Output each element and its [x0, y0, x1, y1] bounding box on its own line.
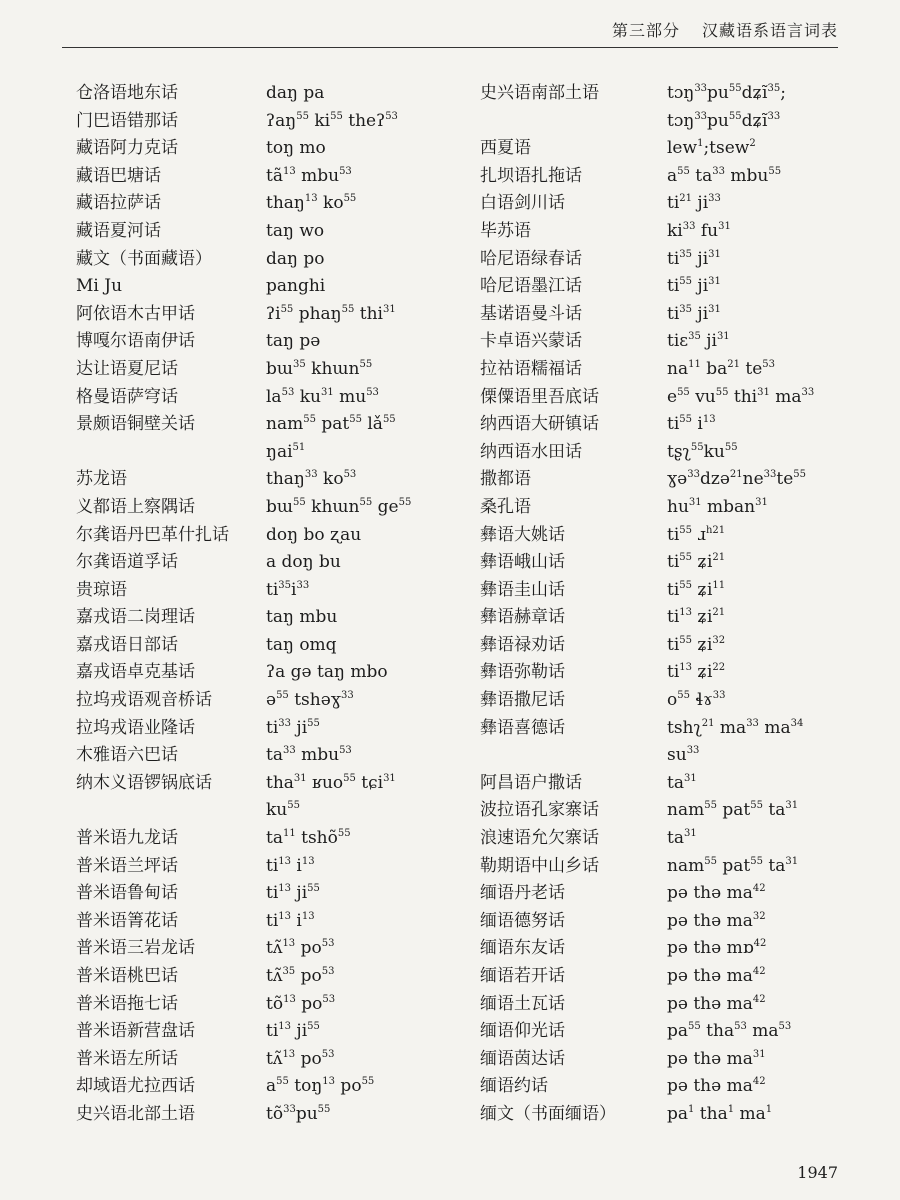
language-name: 拉坞戎语观音桥话: [76, 690, 212, 711]
entry-row: [480, 328, 860, 356]
language-name: 阿依语木古甲话: [76, 303, 195, 324]
language-name: 普米语鲁甸话: [76, 883, 178, 904]
entry-row: [480, 466, 860, 494]
header-title: 汉藏语系语言词表: [701, 21, 838, 40]
word-form: tʌ̃$^{35}$ $po^{53}$: [266, 966, 335, 986]
entry-row: [480, 687, 860, 715]
word-form: daŋ po: [266, 248, 325, 269]
word-form: $ta^{33}$ mbu$^{53}$: [266, 745, 352, 766]
word-form: $ta^{31}$: [667, 828, 697, 849]
word-form: $ta^{11}$ tshõ$^{55}$: [266, 828, 351, 849]
entry-row: [480, 991, 860, 1019]
language-name: 达让语夏尼话: [76, 358, 178, 379]
language-name: 西夏语: [480, 138, 531, 159]
entry-row: [76, 466, 456, 494]
language-name: 普米语九龙话: [76, 828, 178, 849]
entry-row: [480, 935, 860, 963]
entry-row: [480, 715, 860, 743]
entry-row: [76, 770, 456, 798]
entry-row: [480, 273, 860, 301]
language-name: 彝语赫章话: [480, 607, 565, 628]
entry-row: [76, 80, 456, 108]
language-name: 缅语德努话: [480, 910, 565, 931]
word-form: $tɔŋ^{33}pu^{55}dʑĩ^{35}$;: [667, 83, 786, 103]
entry-row: [480, 1073, 860, 1101]
language-name: 彝语喜德话: [480, 717, 565, 738]
word-form: thaŋ$^{13}$ $ko^{55}$: [266, 193, 357, 214]
entry-row: [76, 991, 456, 1019]
word-form: lew$^1$;tsew$^2$: [667, 138, 756, 159]
entry-row: [480, 853, 860, 881]
language-name: 普米语新营盘话: [76, 1021, 195, 1042]
entry-row: [76, 163, 456, 191]
entry-row: [480, 770, 860, 798]
entry-row: [76, 1101, 456, 1129]
language-name: 浪速语允欠寨话: [480, 828, 599, 849]
word-form: ʔa gə taŋ mbo: [266, 662, 388, 683]
language-name: 阿昌语户撒话: [480, 772, 582, 793]
language-name: 波拉语孔家寨话: [480, 800, 599, 821]
language-name: 普米语桃巴话: [76, 966, 178, 986]
language-name: 缅语约话: [480, 1076, 548, 1097]
language-name: 缅语茵达话: [480, 1048, 565, 1069]
language-name: 苏龙语: [76, 469, 127, 490]
entry-row: [480, 439, 860, 467]
entry-row: [76, 825, 456, 853]
language-name: 傈僳语里吾底话: [480, 386, 599, 407]
word-form: tha$^{31}$ ʁuo$^{55}$ tɕi$^{31}$: [266, 772, 396, 793]
word-form: a doŋ bu: [266, 552, 341, 573]
word-form: taŋ wo: [266, 220, 325, 241]
entry-row: [480, 356, 860, 384]
word-form: $a^{55}$ $ta^{33}$ mbu$^{55}$: [667, 165, 782, 186]
language-name: 撒都语: [480, 469, 531, 490]
word-form: $su^{33}$: [667, 745, 700, 766]
language-name: 缅语东友话: [480, 938, 565, 959]
language-name: 勒期语中山乡话: [480, 855, 599, 876]
word-form: tiɛ$^{35}$ $ji^{31}$: [667, 331, 730, 352]
language-name: 藏语夏河话: [76, 220, 161, 241]
word-form: $ti^{55}$ ʑi$^{21}$: [667, 552, 726, 573]
word-form: $ki^{33}$ $fu^{31}$: [667, 220, 731, 241]
entry-row: [480, 246, 860, 274]
word-form: pə thə $ma^{42}$: [667, 883, 766, 904]
word-form: pə thə $ma^{42}$: [667, 1076, 766, 1097]
entry-row: [480, 163, 860, 191]
word-form: $pa^{55}$ tha$^{53}$ $ma^{53}$: [667, 1021, 792, 1042]
language-name: 普米语箐花话: [76, 910, 178, 931]
entry-row: [76, 908, 456, 936]
word-form: daŋ pa: [266, 83, 325, 103]
word-form: $tõ^{13}$ $po^{53}$: [266, 993, 336, 1014]
language-name: 毕苏语: [480, 220, 531, 241]
word-form: nam$^{55}$ pat$^{55}$ $lǎ^{55}$: [266, 414, 396, 435]
language-name: 史兴语北部土语: [76, 1103, 195, 1124]
entry-row: [480, 135, 860, 163]
word-form: $a^{55}$ toŋ$^{13}$ $po^{55}$: [266, 1076, 375, 1097]
entry-row: [480, 108, 860, 136]
word-form: taŋ omq: [266, 634, 337, 655]
entry-row: [76, 963, 456, 991]
entry-row: [480, 522, 860, 550]
entry-row: [76, 1018, 456, 1046]
word-form: pə thə mɒ$^{42}$: [667, 938, 767, 959]
entry-row: [76, 659, 456, 687]
entry-row: [480, 384, 860, 412]
language-name: 缅语土瓦话: [480, 993, 565, 1014]
language-name: 嘉戎语日部话: [76, 634, 178, 655]
word-form: $ta^{31}$: [667, 772, 697, 793]
entry-row: [76, 577, 456, 605]
language-name: 藏语巴塘话: [76, 165, 161, 186]
word-form: taŋ mbu: [266, 607, 338, 628]
language-name: 普米语拖七话: [76, 993, 178, 1014]
entry-row: [76, 1073, 456, 1101]
entry-row: [480, 549, 860, 577]
word-form: $ti^{35}i^{33}$: [266, 579, 310, 600]
language-name: 缅语若开话: [480, 966, 565, 986]
language-name: 基诺语曼斗话: [480, 303, 582, 324]
word-form: $ti^{35}$ $ji^{31}$: [667, 248, 721, 269]
entry-row: [76, 604, 456, 632]
word-form: ŋai$^{51}$: [266, 441, 306, 462]
word-form: pə thə $ma^{31}$: [667, 1048, 766, 1069]
entry-row: [480, 908, 860, 936]
word-form: $ti^{13}$ ʑi$^{21}$: [667, 607, 726, 628]
entry-row: [480, 218, 860, 246]
entry-row: [76, 190, 456, 218]
word-form: $ti^{55}$ $i^{13}$: [667, 414, 716, 435]
entry-row: [76, 797, 456, 825]
word-form: $ti^{13}$ ʑi$^{22}$: [667, 662, 726, 683]
language-name: 贵琼语: [76, 579, 127, 600]
language-name: 扎坝语扎拖话: [480, 165, 582, 186]
word-form: $ku^{55}$: [266, 800, 300, 821]
entry-row: [480, 880, 860, 908]
language-name: 博嘎尔语南伊话: [76, 331, 195, 352]
entry-row: [76, 218, 456, 246]
entry-row: [480, 632, 860, 660]
word-form: $la^{53}$ $ku^{31}$ $mu^{53}$: [266, 386, 379, 407]
word-form: ə$^{55}$ tshəɣ$^{33}$: [266, 690, 354, 711]
entry-row: [76, 301, 456, 329]
language-name: 藏语阿力克话: [76, 138, 178, 159]
language-name: 嘉戎语二岗理话: [76, 607, 195, 628]
language-name: 景颇语铜壁关话: [76, 414, 195, 435]
language-name: 纳西语大研镇话: [480, 414, 599, 435]
word-form: ʔaŋ$^{55}$ $ki^{55}$ theʔ$^{53}$: [266, 110, 398, 131]
entry-row: [76, 715, 456, 743]
language-name: 却域语尤拉西话: [76, 1076, 195, 1097]
word-form: bɯ$^{35}$ khɯn$^{55}$: [266, 358, 373, 379]
entry-row: [480, 797, 860, 825]
language-name: 普米语三岩龙话: [76, 938, 195, 959]
language-name: 哈尼语绿春话: [480, 248, 582, 269]
word-form: bɯ$^{55}$ khɯn$^{55}$ $ge^{55}$: [266, 496, 412, 517]
entry-row: [480, 494, 860, 522]
word-form: tʌ̃$^{13}$ $po^{53}$: [266, 1048, 335, 1069]
header-rule: [62, 47, 838, 48]
entry-row: [76, 880, 456, 908]
language-name: 缅文（书面缅语）: [480, 1103, 616, 1124]
language-name: 义都语上察隅话: [76, 496, 195, 517]
word-form: $o^{55}$ ɬɤ$^{33}$: [667, 690, 726, 711]
entry-row: [76, 328, 456, 356]
language-name: 缅语丹老话: [480, 883, 565, 904]
entry-row: [76, 135, 456, 163]
page-number: 1947: [797, 1163, 838, 1182]
language-name: Mi Ju: [76, 276, 123, 297]
language-name: 拉坞戎语业隆话: [76, 717, 195, 738]
word-form: tʌ̃$^{13}$ $po^{53}$: [266, 938, 335, 959]
word-form: $tɔŋ^{33}pu^{55}dʑĩ^{33}$: [667, 110, 781, 131]
word-form: $ɣə^{33}dzə^{21}ne^{33}te^{55}$: [667, 469, 807, 490]
language-name: 彝语撒尼话: [480, 690, 565, 711]
entry-row: [480, 190, 860, 218]
language-name: 缅语仰光话: [480, 1021, 565, 1042]
language-name: 普米语左所话: [76, 1048, 178, 1069]
right-column: [480, 80, 860, 1129]
word-form: doŋ bo ʐau: [266, 524, 362, 545]
entry-row: [76, 356, 456, 384]
entry-row: [76, 742, 456, 770]
language-name: 藏文（书面藏语）: [76, 248, 212, 269]
word-form: $hu^{31}$ mban$^{31}$: [667, 496, 768, 517]
entry-row: [76, 384, 456, 412]
left-column: [76, 80, 456, 1129]
language-name: 彝语大姚话: [480, 524, 565, 545]
word-form: $na^{11}$ $ba^{21}$ $te^{53}$: [667, 358, 776, 379]
section-label: 第三部分: [611, 21, 680, 40]
entry-row: [480, 825, 860, 853]
entry-row: [480, 604, 860, 632]
word-form: $ti^{55}$ $ji^{31}$: [667, 276, 721, 297]
language-name: 彝语圭山话: [480, 579, 565, 600]
language-name: 木雅语六巴话: [76, 745, 178, 766]
language-name: 桑孔语: [480, 496, 531, 517]
entry-row: [76, 522, 456, 550]
language-name: 拉祜语糯福话: [480, 358, 582, 379]
entry-row: [480, 963, 860, 991]
language-name: 尔龚语道孚话: [76, 552, 178, 573]
word-form: nam$^{55}$ pat$^{55}$ $ta^{31}$: [667, 800, 799, 821]
word-form: $ti^{13}$ $ji^{55}$: [266, 883, 320, 904]
entry-row: [76, 549, 456, 577]
word-form: $ti^{21}$ $ji^{33}$: [667, 193, 721, 214]
word-form: pə thə $ma^{42}$: [667, 966, 766, 986]
word-form: $ti^{13}$ $i^{13}$: [266, 855, 315, 876]
word-form: panghi: [266, 276, 326, 297]
language-name: 彝语峨山话: [480, 552, 565, 573]
entry-row: [480, 1101, 860, 1129]
entry-row: [76, 246, 456, 274]
word-form: tshʅ$^{21}$ $ma^{33}$ $ma^{34}$: [667, 717, 804, 738]
word-form: pə thə $ma^{32}$: [667, 910, 766, 931]
entry-row: [480, 1018, 860, 1046]
language-name: 卡卓语兴蒙话: [480, 331, 582, 352]
entry-row: [76, 439, 456, 467]
entry-row: [76, 108, 456, 136]
language-name: 藏语拉萨话: [76, 193, 161, 214]
entry-row: [480, 301, 860, 329]
entry-row: [480, 742, 860, 770]
entry-row: [480, 1046, 860, 1074]
word-form: $tõ^{33}pu^{55}$: [266, 1103, 331, 1124]
language-name: 史兴语南部土语: [480, 83, 599, 103]
entry-row: [76, 687, 456, 715]
language-name: 门巴语错那话: [76, 110, 178, 131]
running-header: [612, 18, 838, 41]
word-form: taŋ pə: [266, 331, 321, 352]
entry-row: [480, 80, 860, 108]
language-name: 哈尼语墨江话: [480, 276, 582, 297]
language-name: 纳西语水田话: [480, 441, 582, 462]
entry-row: [480, 659, 860, 687]
language-name: 彝语弥勒话: [480, 662, 565, 683]
entry-row: [76, 494, 456, 522]
language-name: 仓洛语地东话: [76, 83, 178, 103]
word-form: thaŋ$^{33}$ $ko^{53}$: [266, 469, 357, 490]
word-form: $ti^{33}$ $ji^{55}$: [266, 717, 320, 738]
word-form: $e^{55}$ $vu^{55}$ thi$^{31}$ $ma^{33}$: [667, 386, 815, 407]
word-form: $tʂʅ^{55}ku^{55}$: [667, 441, 738, 462]
word-form: $ti^{55}$ ʑi$^{11}$: [667, 579, 726, 600]
entry-row: [480, 411, 860, 439]
language-name: 彝语禄劝话: [480, 634, 565, 655]
language-name: 白语剑川话: [480, 193, 565, 214]
word-form: $ti^{13}$ $ji^{55}$: [266, 1021, 320, 1042]
language-name: 尔龚语丹巴革什扎话: [76, 524, 229, 545]
word-form: $pa^1$ tha$^1$ $ma^1$: [667, 1103, 773, 1124]
word-form: $ti^{55}$ ʑi$^{32}$: [667, 634, 726, 655]
entry-row: [76, 411, 456, 439]
language-name: 嘉戎语卓克基话: [76, 662, 195, 683]
language-name: 纳木义语锣锅底话: [76, 772, 212, 793]
word-form: nam$^{55}$ pat$^{55}$ $ta^{31}$: [667, 855, 799, 876]
entry-row: [76, 632, 456, 660]
word-form: $tã^{13}$ mbu$^{53}$: [266, 165, 352, 186]
word-form: $ti^{35}$ $ji^{31}$: [667, 303, 721, 324]
entry-row: [76, 273, 456, 301]
entry-row: [76, 1046, 456, 1074]
word-form: toŋ mo: [266, 138, 326, 159]
word-form: ʔi$^{55}$ phaŋ$^{55}$ thi$^{31}$: [266, 303, 396, 324]
language-name: 格曼语萨穹话: [76, 386, 178, 407]
word-form: $ti^{13}$ $i^{13}$: [266, 910, 315, 931]
word-form: $ti^{55}$ ɹ$^{h21}$: [667, 524, 726, 545]
language-name: 普米语兰坪话: [76, 855, 178, 876]
entry-row: [480, 577, 860, 605]
word-form: pə thə $ma^{42}$: [667, 993, 766, 1014]
entry-row: [76, 853, 456, 881]
entry-row: [76, 935, 456, 963]
